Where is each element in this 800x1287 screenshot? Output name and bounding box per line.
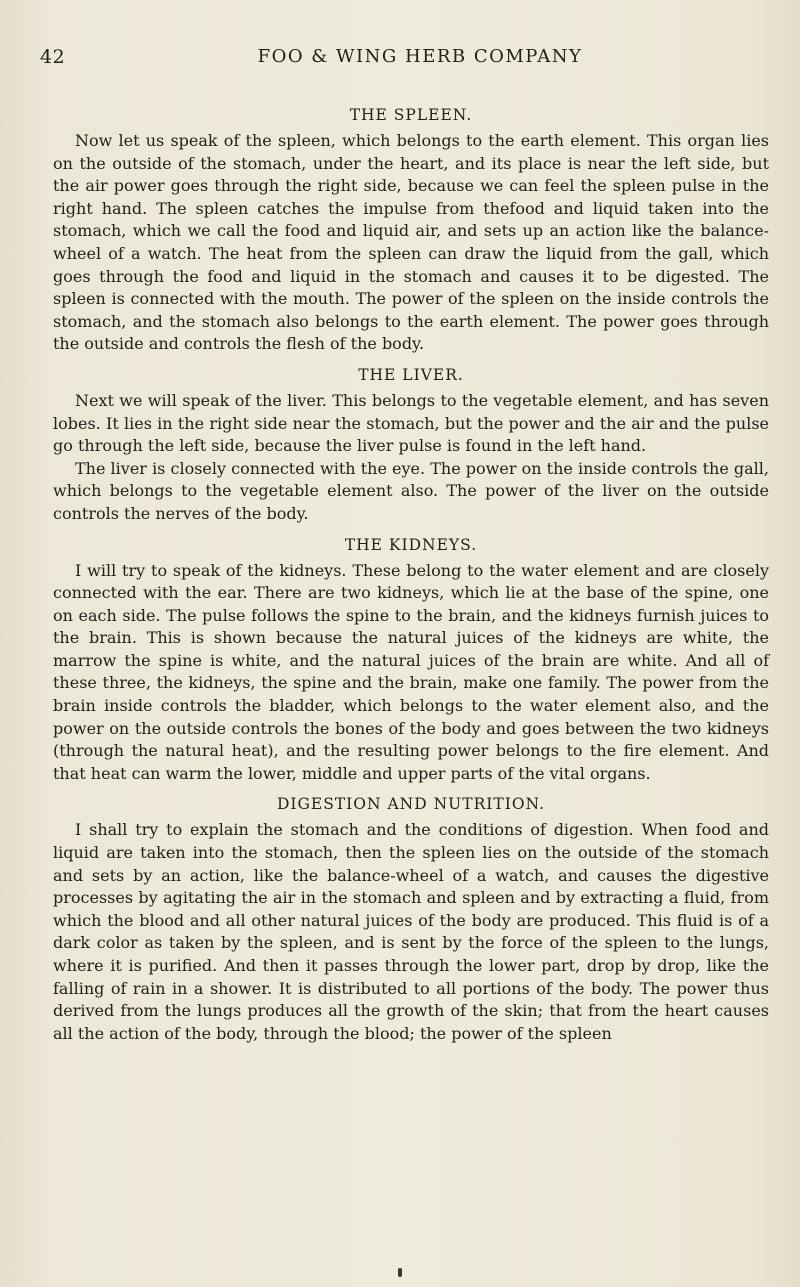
page-header <box>40 46 760 74</box>
paragraph: Next we will speak of the liver. This belongs to the vegetable element, and has seven lobes. It lies in the right side near the stomach, but the power and the air and the pulse go through the left side, because the liver pulse is found in the left hand. <box>53 390 769 456</box>
section-title: DIGESTION AND NUTRITION. <box>276 795 546 814</box>
page-number: 42 <box>40 46 66 68</box>
section-title: THE LIVER. <box>358 365 464 384</box>
paragraph: Now let us speak of the spleen, which belongs to the earth element. This organ lies on the outside of the stomach, under the heart, and its place is near the left side, but the air power goes through the right side, because we can feel the spleen pulse in the right hand. The spleen catches the impulse from thefood and liquid taken into the stomach, which we call the food and liquid air, and sets up an action like the balance-wheel of a watch. The heat from the spleen can draw the liquid from the gall, which goes through the food and liquid in the stomach and causes it to be digested. The spleen is connected with the mouth. The power of the spleen on the inside controls the stomach, and the stomach also belongs to the earth element. The power goes through the outside and controls the flesh of the body. <box>53 131 769 354</box>
running-head: FOO & WING HERB COMPANY <box>257 46 583 67</box>
paragraph: I shall try to explain the stomach and the conditions of digestion. When food and liquid are taken into the stomach, then the spleen lies on the outside of the stomach and sets by an action, like the balance-wheel of a watch, and causes the digestive processes by agitating the air in the stomach and spleen and by extracting a fluid, from which the blood and all other natural juices of the body are produced. This fluid is of a dark color as taken by the spleen, and is sent by the force of the spleen to the lungs, where it is purified. And then it passes through the lower part, drop by drop, like the falling of rain in a shower. It is distributed to all portions of the body. The power thus derived from the lungs produces all the growth of the skin; that from the heart causes all the action of the body, through the blood; the power of the spleen <box>53 820 769 1043</box>
footer-mark <box>398 1268 402 1277</box>
section-kidneys <box>53 534 769 786</box>
body-text <box>53 104 769 1045</box>
section-spleen <box>53 104 769 356</box>
paragraph: I will try to speak of the kidneys. These belong to the water element and are closely connected with the ear. There are two kidneys, which lie at the base of the spine, one on each side. The pulse follows the spine to the brain, and the kidneys furnish juices to the brain. This is shown because the natural juices of the kidneys are white, the marrow the spine is white, and the natural juices of the brain are white. And all of these three, the kidneys, the spine and the brain, make one family. The power from the brain inside controls the bladder, which belongs to the water element also, and the power on the outside controls the bones of the body and goes between the two kidneys (through the natural heat), and the resulting power belongs to the fire element. And that heat can warm the lower, middle and upper parts of the vital organs. <box>53 560 769 783</box>
section-title: THE KIDNEYS. <box>344 535 478 554</box>
paragraph: The liver is closely connected with the eye. The power on the inside controls the gall, which belongs to the vegetable element also. The power of the liver on the outside controls the nerves of the body. <box>53 458 769 523</box>
section-title: THE SPLEEN. <box>349 106 473 124</box>
section-digestion <box>53 793 769 1045</box>
section-liver <box>53 364 769 526</box>
